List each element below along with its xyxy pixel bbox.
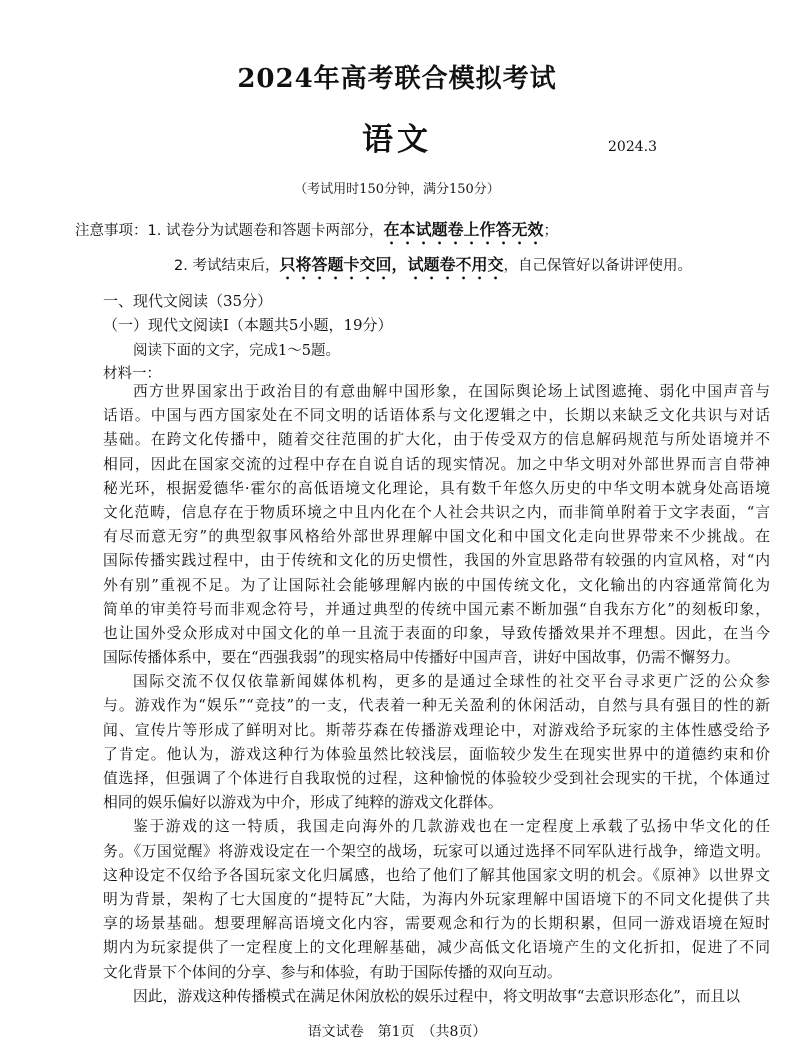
text-line: 外有别”重视不足。为了让国际社会能够理解内嵌的中国传统文化，文化输出的内容通常简化为 <box>103 576 770 594</box>
text-line: 文化范畴，信息存在于物质环境之中且内化在个人社会共识之内，而非简单附着于文字表面，“言 <box>103 503 770 521</box>
text-line: 因此，游戏这种传播模式在满足休闲放松的娱乐过程中，将文明故事“去意识形态化”，而且以 <box>133 987 741 1005</box>
instruction: 阅读下面的文字，完成1～5题。 <box>133 343 340 359</box>
text-line: 与。游戏作为“娱乐”“竞技”的一支，代表着一种无关盈利的休闲活动，自然与具有强目的性的新 <box>103 697 770 715</box>
text-line: 国际传播体系中，要在“西强我弱”的现实格局中传播好中国声音，讲好中国故事，仍需不懈努力。 <box>103 649 740 667</box>
notice-item-2 <box>174 252 692 283</box>
text-line: 享的场景基础。想要理解高语境文化内容，需要观念和行为的长期积累，但同一游戏语境在短时 <box>103 915 770 933</box>
notice-text: 1. 试卷分为试题卷和答题卡两部分， <box>147 223 384 239</box>
subject-title: 语文 <box>362 122 432 158</box>
text-line: 也让国外受众形成对中国文化的单一且流于表面的印象，导致传播效果并不理想。因此，在当今 <box>103 624 770 642</box>
notice-item-1 <box>75 217 558 248</box>
text-line: 期内为玩家提供了一定程度上的文化理解基础，减少高低文化语境产生的文化折扣，促进了不同 <box>103 939 770 957</box>
text-line: 国际交流不仅仅依靠新闻媒体机构，更多的是通过全球性的社交平台寻求更广泛的公众参 <box>133 673 770 691</box>
notice-text: ，自己保管好以备讲评使用。 <box>503 258 692 274</box>
notice-emphasis: 试题卷不用交 <box>407 255 504 274</box>
notice-label: 注意事项： <box>75 223 148 239</box>
exam-date: 2024.3 <box>608 139 657 155</box>
text-line: 话语。中国与西方国家处在不同文明的话语体系与文化逻辑之中，长期以来缺乏文化共识与对话 <box>103 407 770 425</box>
text-line: 西方世界国家出于政治目的有意曲解中国形象，在国际舆论场上试图遮掩、弱化中国声音与 <box>133 383 770 400</box>
text-line: 相同的娱乐偏好以游戏为中介，形成了纯粹的游戏文化群体。 <box>103 794 503 812</box>
notice-text: ； <box>543 223 558 239</box>
paragraph <box>103 815 770 984</box>
text-line: 相同，因此在国家交流的过程中存在自说自话的现实情况。加之中华文明对外部世界而言自带神 <box>103 455 770 473</box>
section-heading: 一、现代文阅读（35分） <box>103 292 273 310</box>
text-line: 鉴于游戏的这一特质，我国走向海外的几款游戏也在一定程度上承载了弘扬中华文化的任 <box>133 818 770 836</box>
notice-emphasis: 只将答题卡交回 <box>279 255 392 274</box>
paragraph <box>103 670 770 815</box>
reading-passage <box>103 380 770 1009</box>
notice-emphasis: ， <box>391 255 408 274</box>
time-info: （考试用时150分钟，满分150分） <box>294 182 500 197</box>
text-line: 基础。在跨文化传播中，随着交往范围的扩大化，由于传受双方的信息解码规范与所处语境并不 <box>103 431 770 449</box>
text-line: 文化背景下个体间的分享、参与和体验，有助于国际传播的双向互动。 <box>103 963 562 981</box>
exam-title: 2024年高考联合模拟考试 <box>237 64 557 94</box>
text-line: 简单的审美符号而非观念符号，并通过典型的传统中国元素不断加强“自我东方化”的刻板印象， <box>103 600 770 618</box>
subsection-heading: （一）现代文阅读Ⅰ（本题共5小题，19分） <box>103 316 393 334</box>
material-label: 材料一： <box>103 366 161 382</box>
paragraph <box>103 985 770 1009</box>
text-line: 值选择，但强调了个体进行自我取悦的过程，这种愉悦的体验较少受到社会现实的干扰，个体通过 <box>103 770 770 787</box>
text-line: 务。《万国觉醒》将游戏设定在一个架空的战场，玩家可以通过选择不同军队进行战争，缔造文明。 <box>103 842 770 860</box>
notice-text: 2. 考试结束后， <box>174 258 280 274</box>
text-line: 明为背景，架构了七大国度的“提特瓦”大陆，为海内外玩家理解中国语境下的不同文化提供了共 <box>103 890 770 908</box>
text-line: 了肯定。他认为，游戏这种行为体验虽然比较浅层，面临较少发生在现实世界中的道德约束和价 <box>103 745 770 763</box>
text-line: 秘光环，根据爱德华·霍尔的高低语境文化理论，具有数千年悠久历史的中华文明本就身处高语境 <box>103 479 770 497</box>
page-footer: 语文试卷 第1页 （共8页） <box>307 1024 487 1040</box>
text-line: 国际传播实践过程中，由于传统和文化的历史惯性，我国的外宣思路带有较强的内宣风格，对“内 <box>103 552 770 570</box>
text-line: 这种设定不仅给予各国玩家文化归属感，也给了他们了解其他国家文明的机会。《原神》以世界文 <box>103 866 770 884</box>
notice-emphasis: 在本试题卷上作答无效 <box>383 220 544 239</box>
paragraph <box>103 380 770 670</box>
text-line: 有尽而意无穷”的典型叙事风格给外部世界理解中国文化和中国文化走向世界带来不少挑战。在 <box>103 528 770 546</box>
text-line: 闻、宣传片等形成了鲜明对比。斯蒂芬森在传播游戏理论中，对游戏给予玩家的主体性感受给予 <box>103 721 770 739</box>
